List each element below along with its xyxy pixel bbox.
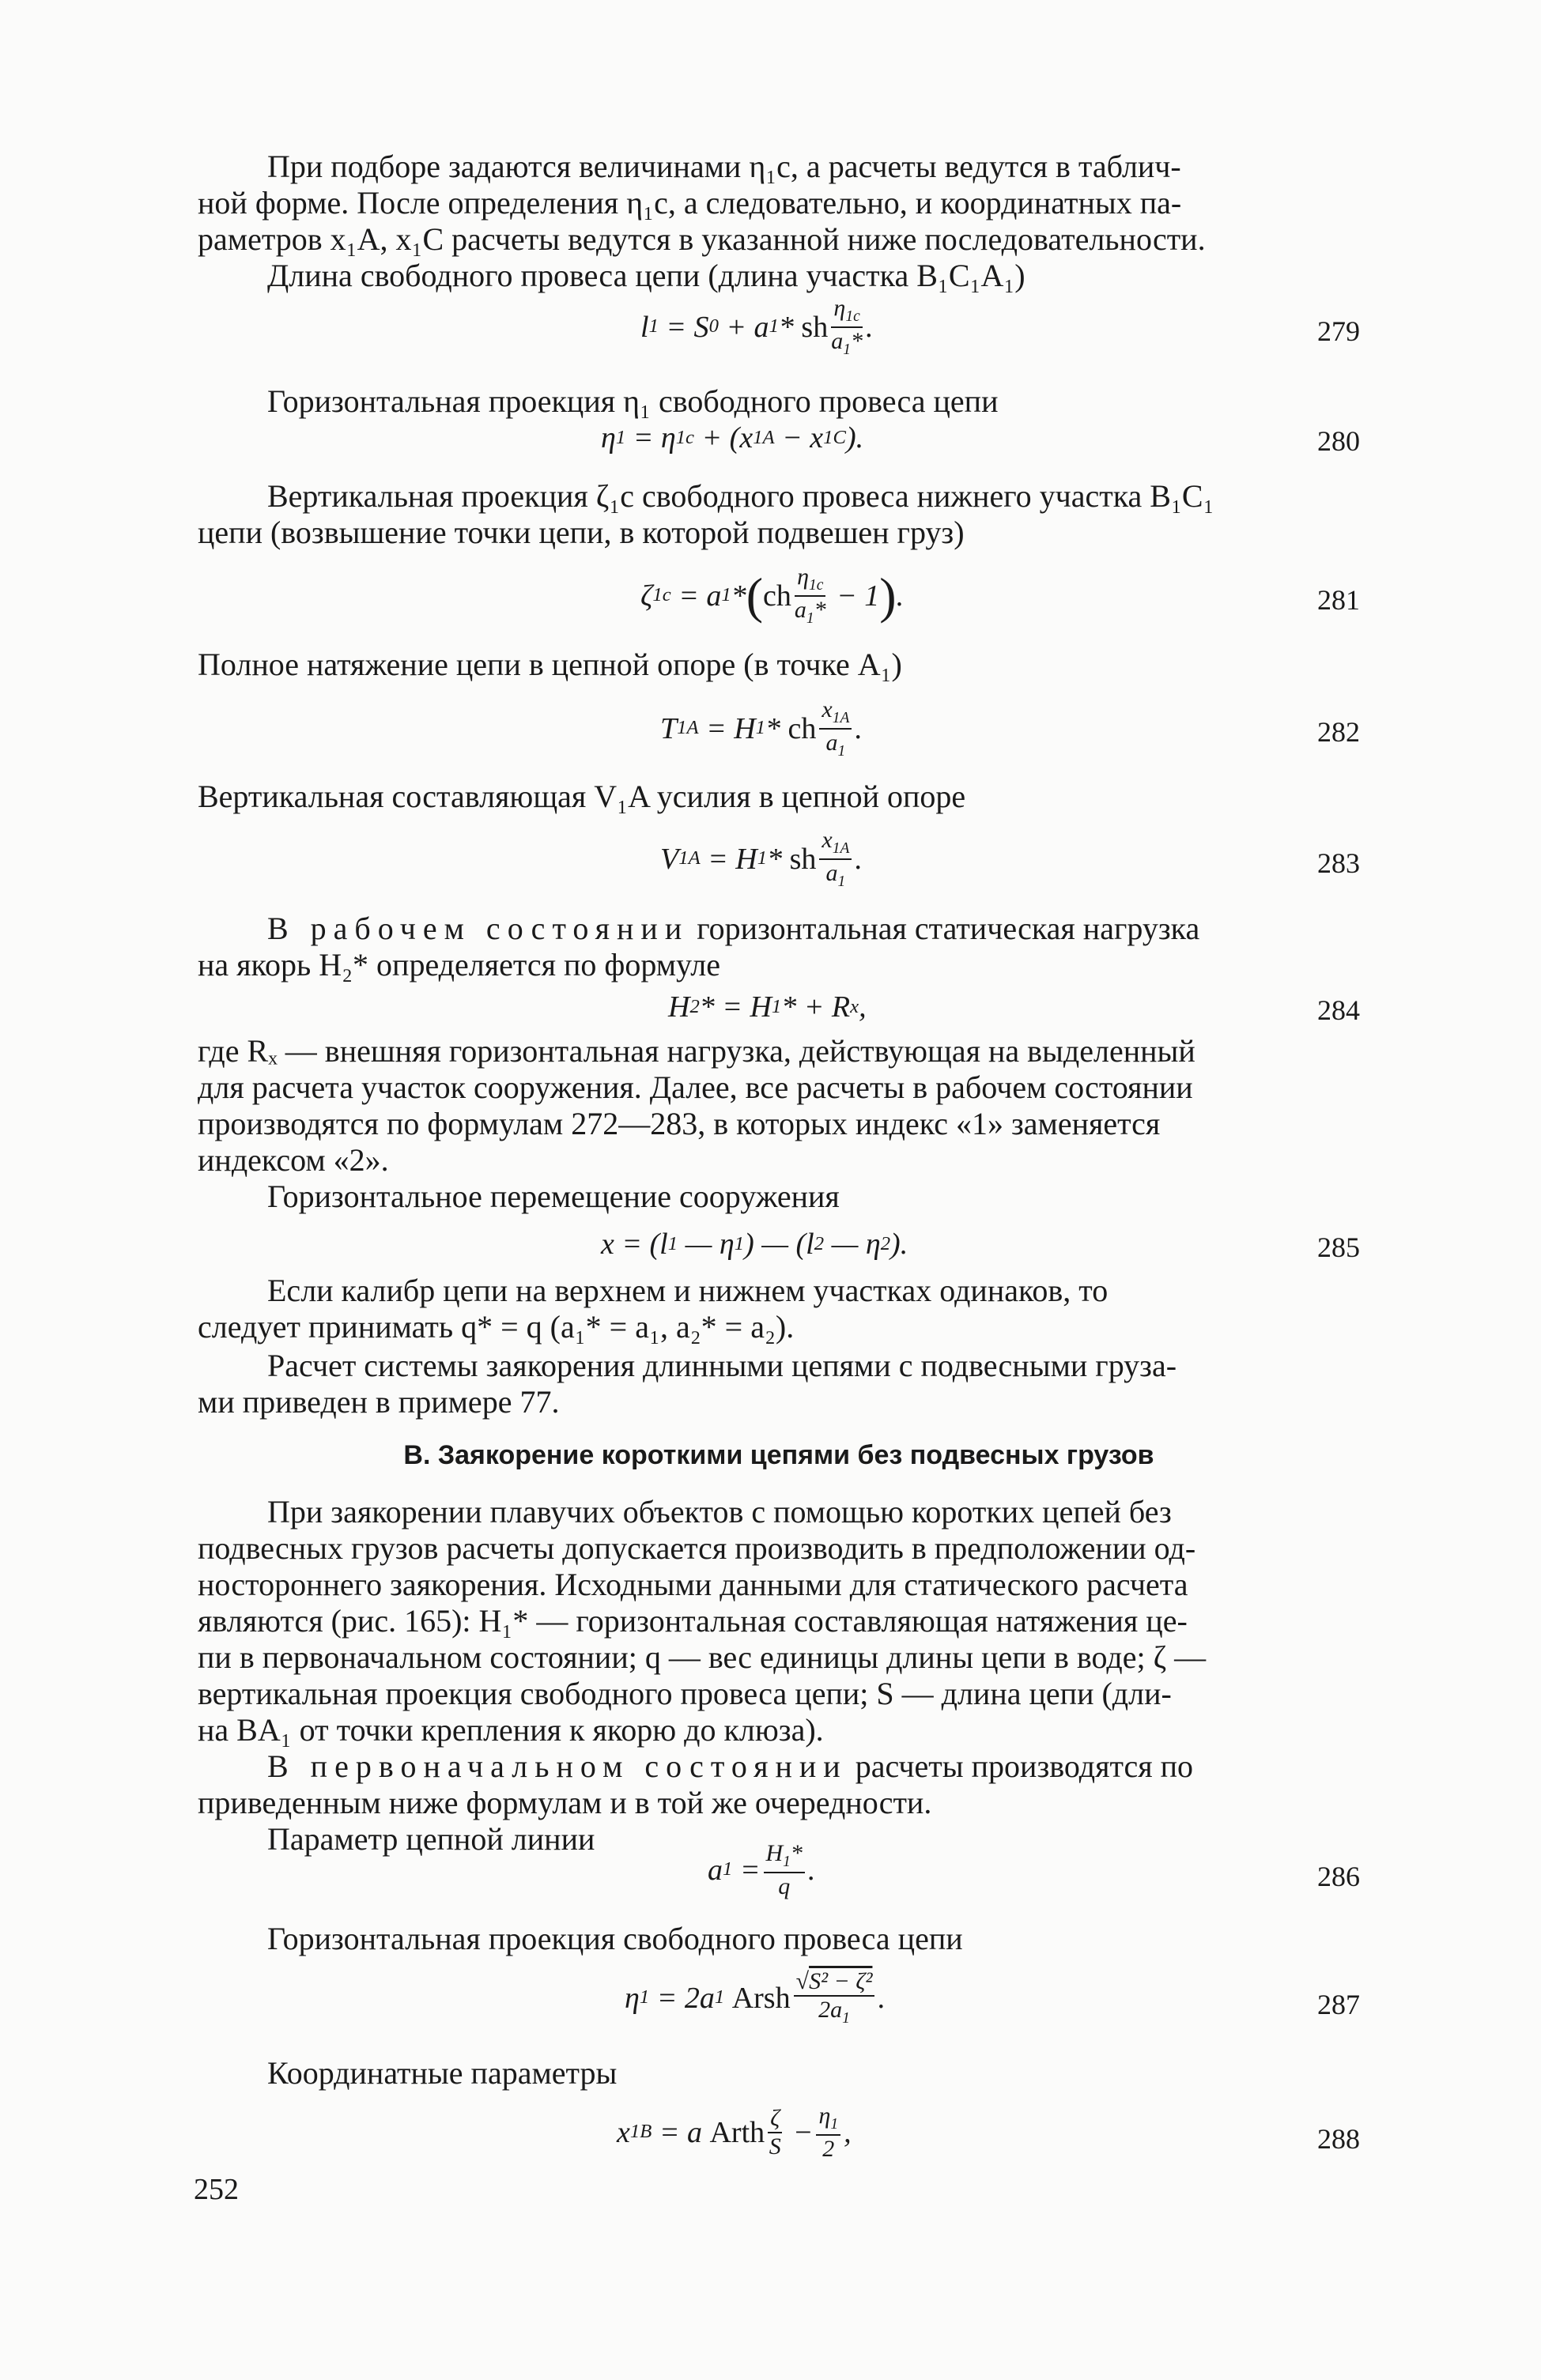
spaced-phrase: В рабочем состоянии [267, 911, 689, 946]
text-line: Вертикальная составляющая V₁A усилия в цепной опоре [198, 779, 966, 814]
equation-number: 288 [1317, 2123, 1360, 2155]
formula-284: H 2 * = H 1 * + R x , [668, 990, 867, 1024]
text-line: Координатные параметры [267, 2055, 618, 2091]
text-line: вертикальная проекция свободного провеса цепи; S — длина цепи (дли- [198, 1676, 1172, 1711]
text-line: индексом «2». [198, 1142, 389, 1178]
paragraph-example-ref [198, 1348, 1360, 1420]
text-line: Полное натяжение цепи в цепной опоре (в точке A₁) [198, 647, 902, 682]
paragraph-coordinate-params [198, 2055, 1360, 2091]
formula-282: T 1A = H 1 * ch $\frac{x_{1A}}{a_1}$ . [660, 696, 863, 760]
text-line: При подборе задаются величинами η₁c, а расчеты ведутся в таблич- [267, 149, 1181, 184]
text-line: цепи (возвышение точки цепи, в которой подвешен груз) [198, 515, 965, 550]
text-line: Горизонтальная проекция η₁ свободного провеса цепи [267, 383, 999, 419]
paragraph-working-state [198, 911, 1360, 983]
paragraph-vertical-component [198, 779, 1360, 815]
formula-288: x 1B = a Arth $\frac{\zeta}{S}$ − $\frac{\eta_1}{2}$ , [617, 2103, 852, 2162]
equation-number: 286 [1317, 1861, 1360, 1892]
text-line: ми приведен в примере 77. [198, 1384, 560, 1420]
text-line: ностороннего заякорения. Исходными данными для статического расчета [198, 1567, 1188, 1602]
equation-number: 285 [1317, 1231, 1360, 1263]
text-line: подвесных грузов расчеты допускается производить в предположении од- [198, 1530, 1196, 1566]
paragraph-external-load [198, 1033, 1360, 1215]
equation-number: 281 [1317, 584, 1360, 616]
paragraph-full-tension [198, 647, 1360, 683]
formula-280: η 1 = η 1c + (x 1A − x 1C ). [601, 421, 864, 455]
text-line: следует принимать q* = q (a₁* = a₁, a₂* = a₂). [198, 1309, 795, 1345]
paragraph-vertical-projection [198, 478, 1360, 551]
text-line: Вертикальная проекция ζ₁c свободного провеса нижнего участка B₁C₁ [267, 478, 1214, 514]
equation-number: 284 [1317, 994, 1360, 1026]
text-line: ной форме. После определения η₁c, а следовательно, и координатных па- [198, 185, 1182, 221]
text-line: для расчета участок сооружения. Далее, все расчеты в рабочем состоянии [198, 1069, 1193, 1105]
equation-number: 280 [1317, 425, 1360, 457]
equation-number: 283 [1317, 847, 1360, 879]
page-number: 252 [194, 2173, 239, 2206]
spaced-phrase: В первоначальном состоянии [267, 1748, 848, 1784]
formula-287: η 1 = 2a 1 Arsh $\frac{\text{√S² − ζ²}}{2a_1}$ . [625, 1968, 886, 2027]
text-line: раметров x₁A, x₁C расчеты ведутся в указанной ниже последовательности. [198, 221, 1206, 257]
text-fragment: горизонтальная статическая нагрузка [689, 911, 1200, 946]
equation-number: 287 [1317, 1989, 1360, 2020]
formula-279: l 1 = S 0 + a 1 * sh $\frac{\eta_{1c}}{a_1*}$ . [640, 295, 874, 358]
text-line: Длина свободного провеса цепи (длина участка B₁C₁A₁) [267, 258, 1025, 293]
text-line: Расчет системы заякорения длинными цепями с подвесными груза- [267, 1348, 1177, 1383]
paragraph-horizontal-projection [198, 383, 1360, 420]
text-line: являются (рис. 165): H₁* — горизонтальная составляющая натяжения це- [198, 1603, 1188, 1639]
text-fragment: расчеты производятся по [847, 1748, 1194, 1784]
paragraph-chain-caliber [198, 1273, 1360, 1345]
text-line: приведенным ниже формулам и в той же очередности. [198, 1785, 932, 1820]
text-line: Если калибр цепи на верхнем и нижнем участках одинаков, то [267, 1273, 1109, 1308]
text-line: на якорь H₂* определяется по формуле [198, 947, 720, 983]
text-line: Горизонтальное перемещение сооружения [267, 1179, 840, 1214]
paragraph-intro [198, 149, 1360, 294]
text-line: пи в первоначальном состоянии; q — вес единицы длины цепи в воде; ζ — [198, 1639, 1207, 1675]
formula-281: ζ 1c = a 1 * ( ch $\frac{\eta_{1c}}{a_1*}$ − 1 ) . [640, 564, 905, 627]
formula-286: a 1 = $\frac{H_1*}{q}$ . [708, 1840, 816, 1899]
text-line: Параметр цепной линии [267, 1821, 595, 1857]
paragraph-horizontal-projection-2 [198, 1921, 1360, 1957]
formula-285: x = (l 1 — η 1 ) — (l 2 — η 2 ). [601, 1228, 908, 1261]
paragraph-short-chains [198, 1494, 1360, 1858]
text-line: производятся по формулам 272—283, в которых индекс «1» заменяется [198, 1106, 1161, 1141]
text-line: При заякорении плавучих объектов с помощью коротких цепей без [267, 1494, 1172, 1529]
formula-283: V 1A = H 1 * sh $\frac{x_{1A}}{a_1}$ . [660, 827, 863, 890]
equation-number: 282 [1317, 716, 1360, 748]
equation-number: 279 [1317, 315, 1360, 347]
text-line: на BA₁ от точки крепления к якорю до клюза). [198, 1712, 824, 1748]
section-heading: В. Заякорение короткими цепями без подвесных грузов [403, 1440, 1154, 1470]
text-line: где Rₓ — внешняя горизонтальная нагрузка, действующая на выделенный [198, 1033, 1195, 1069]
text-line: Горизонтальная проекция свободного провеса цепи [267, 1921, 963, 1956]
